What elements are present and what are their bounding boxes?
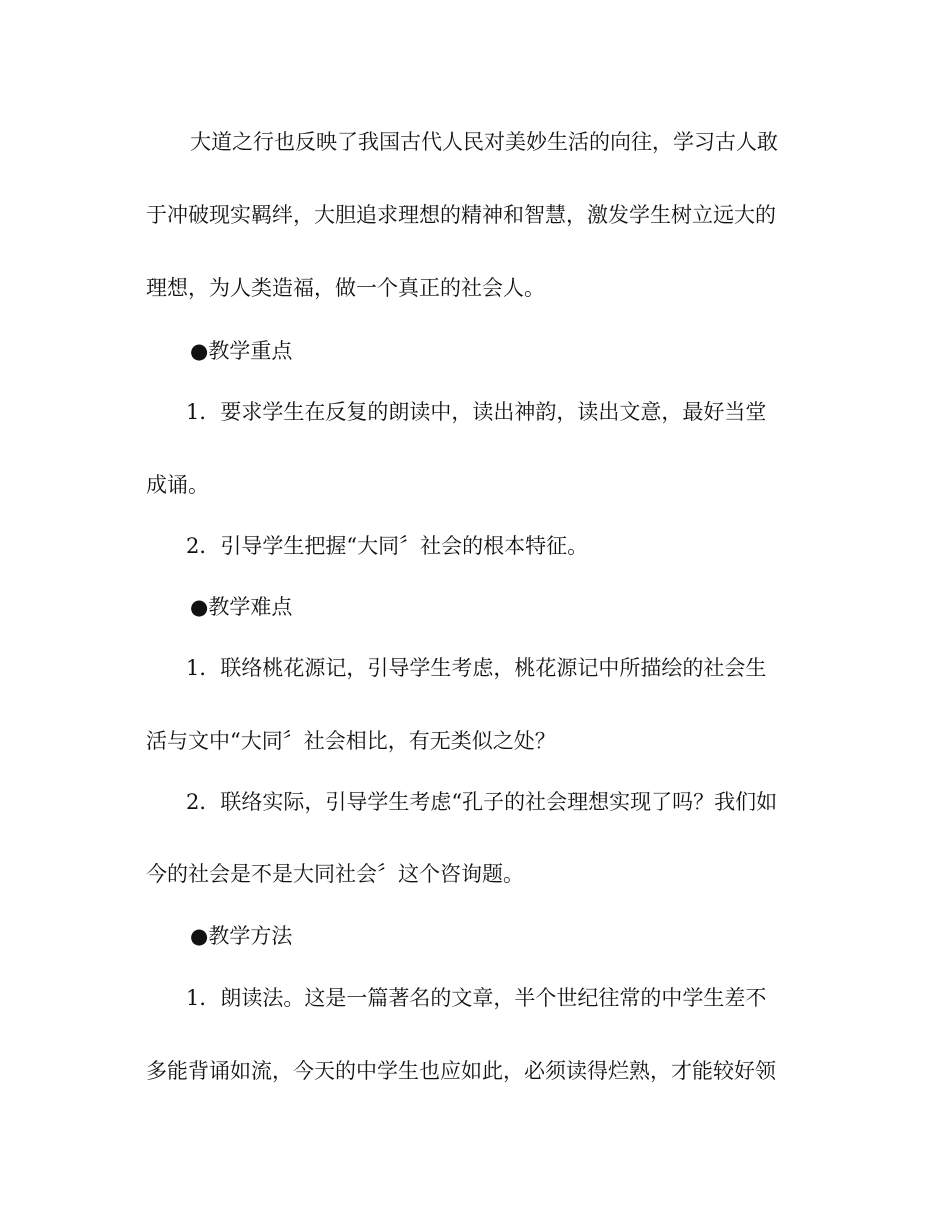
key-point-2: 2．引导学生把握“大同〞社会的根本特征。 [186,534,589,558]
key-point-1-line-1: 1．要求学生在反复的朗读中，读出神韵，读出文意，最好当堂 [186,400,767,424]
key-point-1-line-2: 成诵。 [146,473,209,497]
difficulty-2-line-1: 2．联络实际，引导学生考虑“孔子的社会理想实现了吗？我们如 [186,790,778,814]
heading-methods: ●教学方法 [190,924,293,948]
intro-line-3: 理想，为人类造福，做一个真正的社会人。 [146,276,545,300]
heading-difficulties: ●教学难点 [190,595,293,619]
difficulty-1-line-1: 1．联络桃花源记，引导学生考虑，桃花源记中所描绘的社会生 [186,656,767,680]
difficulty-1-line-2: 活与文中“大同〞社会相比，有无类似之处？ [146,729,556,753]
method-1-line-2: 多能背诵如流，今天的中学生也应如此，必须读得烂熟，才能较好领 [146,1059,776,1083]
difficulty-2-line-2: 今的社会是不是大同社会〞这个咨询题。 [146,862,524,886]
method-1-line-1: 1．朗读法。这是一篇著名的文章，半个世纪往常的中学生差不 [186,986,767,1010]
intro-line-1: 大道之行也反映了我国古代人民对美妙生活的向往，学习古人敢 [190,130,778,154]
intro-line-2: 于冲破现实羁绊，大胆追求理想的精神和智慧，激发学生树立远大的 [146,203,776,227]
heading-key-points: ●教学重点 [190,339,293,363]
